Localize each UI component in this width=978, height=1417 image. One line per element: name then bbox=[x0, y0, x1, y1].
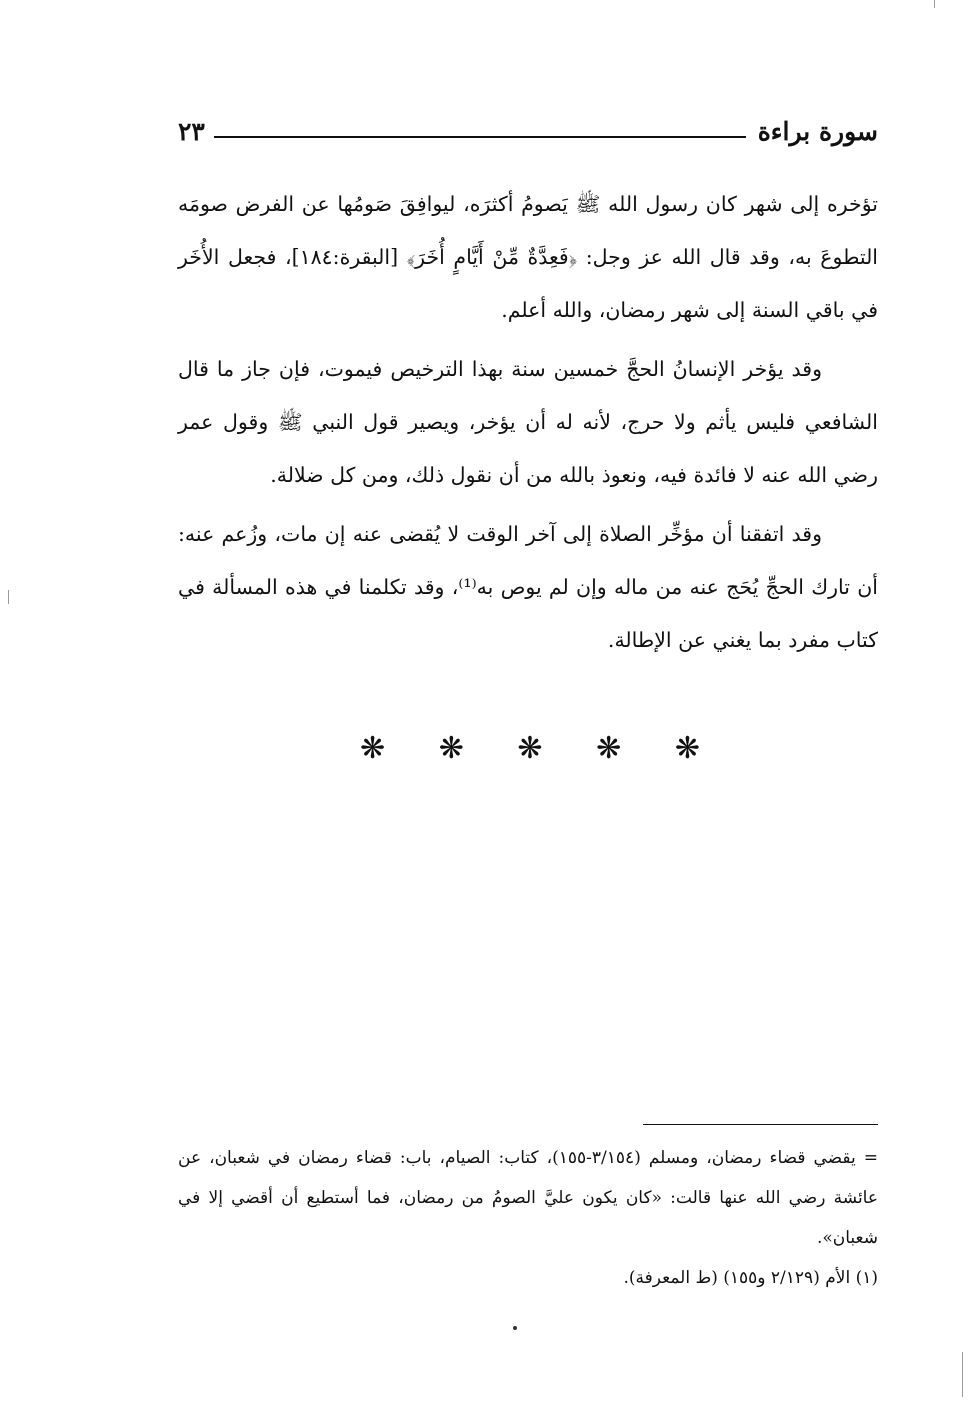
scan-mark bbox=[934, 0, 935, 8]
paragraph-2: وقد يؤخر الإنسانُ الحجَّ خمسين سنة بهذا الترخيص فيموت، فإن جاز ما قال الشافعي فليس يأثم ولا حرج، لأنه له أن يؤخر، ويصير قول النبي ﷺ وقول عمر رضي الله عنه لا فائدة فيه، ونعوذ بالله من أن نقول ذلك، ومن كل ضلالة. bbox=[178, 357, 878, 487]
surah-title: سورة براءة bbox=[757, 117, 878, 146]
star-ornament-icon: ❋ bbox=[438, 731, 464, 766]
page-number: ٢٣ bbox=[178, 117, 205, 146]
paragraph-3: وقد اتفقنا أن مؤخِّر الصلاة إلى آخر الوقت لا يُقضى عنه إن مات، وزُعم عنه: أن تارك الحجِّ يُحَج عنه من ماله وإن لم يوص به⁽¹⁾، وقد تكلمنا في هذه المسألة في كتاب مفرد بما يغني عن الإطالة. bbox=[178, 522, 878, 652]
footnote-1: (١) الأم (٢/١٢٩ و١٥٥) (ط المعرفة). bbox=[623, 1268, 878, 1288]
scan-mark bbox=[8, 590, 9, 604]
paragraph-1: تؤخره إلى شهر كان رسول الله ﷺ يَصومُ أكثرَه، ليوافِقَ صَومُها عن الفرض صومَه التطوعَ به، وقد قال الله عز وجل: ﴿فَعِدَّةٌ مِّنْ أَيَّامٍ أُخَرَ﴾ [البقرة:١٨٤]، فجعل الأُخَر في باقي السنة إلى شهر رمضان، والله أعلم. bbox=[178, 192, 879, 322]
footnote-rule bbox=[643, 1124, 878, 1125]
footnote-continuation: = يقضي قضاء رمضان، ومسلم (٣/١٥٤-١٥٥)، كتاب: الصيام، باب: قضاء رمضان في شعبان، عن عائشة رضي الله عنها قالت: «كان يكون عليَّ الصومُ من رمضان، فما أستطيع أن أقضي إلا في شعبان». bbox=[178, 1148, 878, 1248]
star-ornament-icon: ❋ bbox=[517, 731, 543, 766]
scan-mark bbox=[962, 1352, 963, 1397]
star-ornament-icon: ❋ bbox=[674, 731, 700, 766]
running-header bbox=[178, 112, 878, 152]
section-separator bbox=[360, 724, 700, 774]
main-text bbox=[178, 178, 878, 667]
footnotes bbox=[178, 1138, 878, 1298]
scan-dot bbox=[513, 1326, 517, 1330]
star-ornament-icon: ❋ bbox=[360, 731, 386, 766]
star-ornament-icon: ❋ bbox=[596, 731, 622, 766]
header-rule bbox=[214, 136, 746, 138]
